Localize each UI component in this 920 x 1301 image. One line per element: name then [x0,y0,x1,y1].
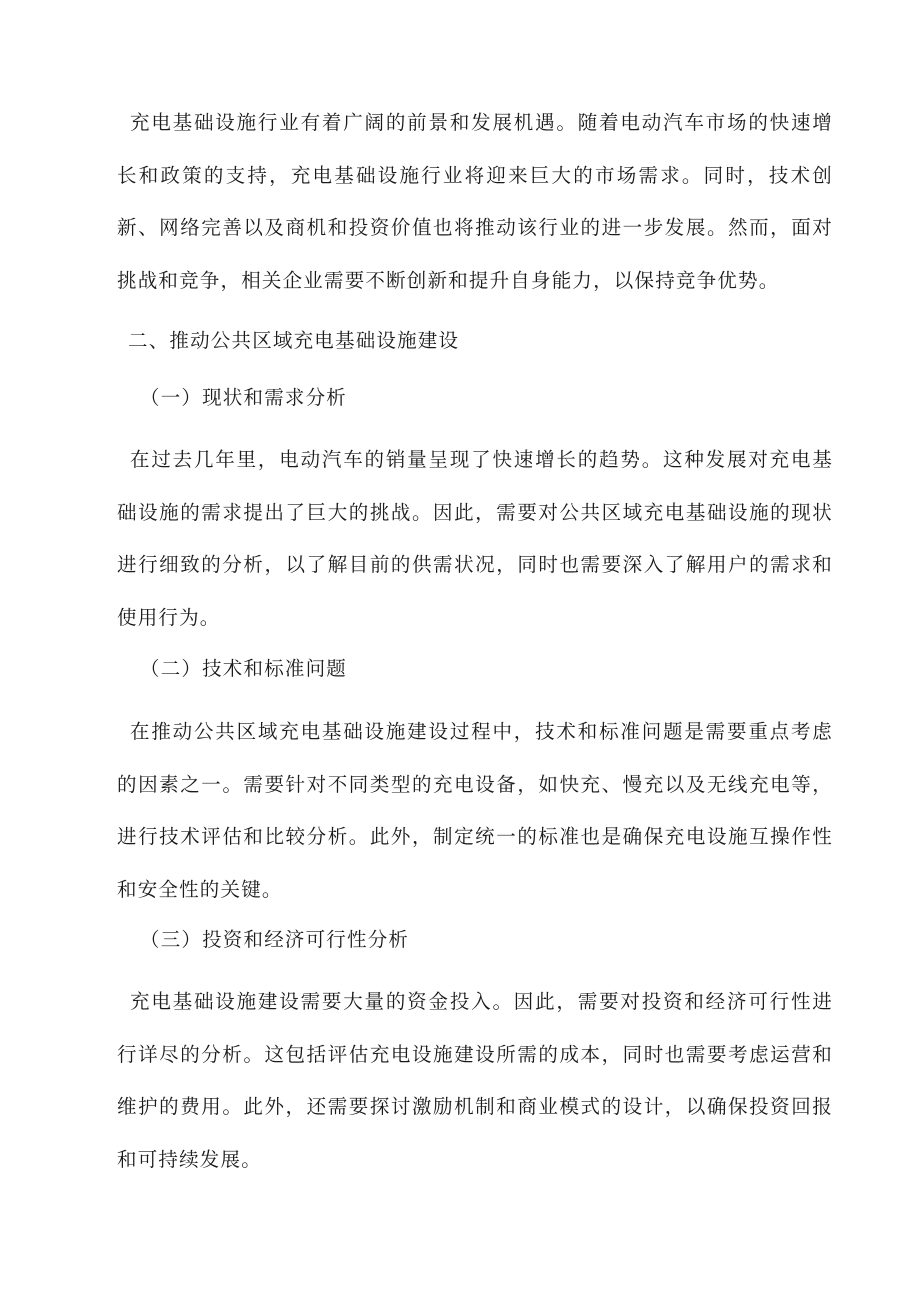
subsection-body-tech-standards: 在推动公共区域充电基础设施建设过程中，技术和标准问题是需要重点考虑的因素之一。需要针对不同类型的充电设备，如快充、慢充以及无线充电等，进行技术评估和比较分析。此外，制定统一的标准也是确保充电设施互操作性和安全性的关键。 [117,720,833,901]
section-heading: 二、推动公共区域充电基础设施建设 [128,329,460,352]
intro-paragraph: 充电基础设施行业有着广阔的前景和发展机遇。随着电动汽车市场的快速增长和政策的支持，充电基础设施行业将迎来巨大的市场需求。同时，技术创新、网络完善以及商机和投资价值也将推动该行业的进一步发展。然而，面对挑战和竞争，相关企业需要不断创新和提升自身能力，以保持竞争优势。 [117,111,833,292]
subsection-heading-investment: （三）投资和经济可行性分析 [140,928,410,951]
subsection-heading-status-demand: （一）现状和需求分析 [140,386,348,409]
subsection-body-investment: 充电基础设施建设需要大量的资金投入。因此，需要对投资和经济可行性进行详尽的分析。这包括评估充电设施建设所需的成本，同时也需要考虑运营和维护的费用。此外，还需要探讨激励机制和商业模式的设计，以确保投资回报和可持续发展。 [117,990,833,1171]
subsection-body-status-demand: 在过去几年里，电动汽车的销量呈现了快速增长的趋势。这种发展对充电基础设施的需求提出了巨大的挑战。因此，需要对公共区域充电基础设施的现状进行细致的分析，以了解目前的供需状况，同时也需要深入了解用户的需求和使用行为。 [117,448,833,629]
subsection-heading-tech-standards: （二）技术和标准问题 [140,657,348,680]
